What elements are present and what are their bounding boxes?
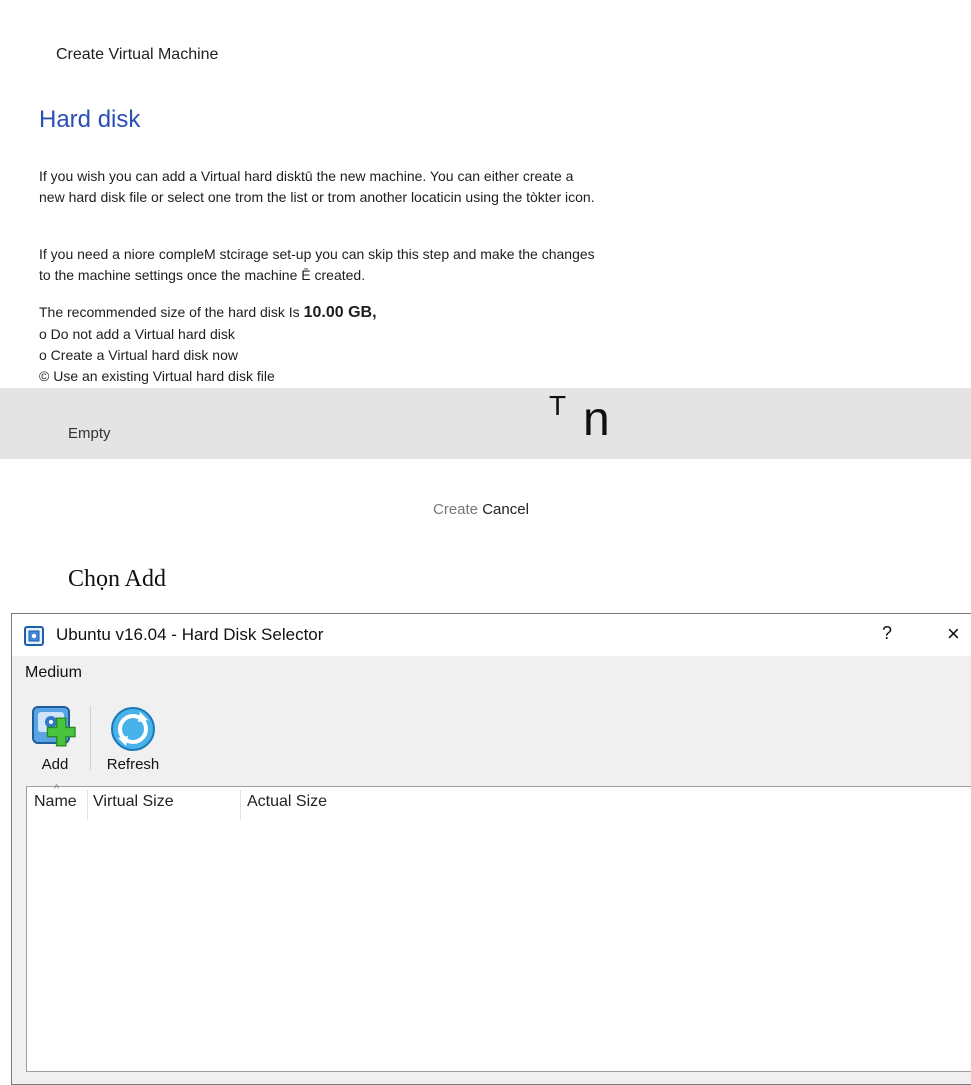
toolbar-separator [90, 706, 91, 770]
option-create-disk[interactable]: o Create a Virtual hard disk now [39, 347, 238, 363]
scan-artifact-letter-n: n [583, 393, 610, 446]
disk-list[interactable] [26, 786, 971, 1072]
option-no-disk[interactable]: o Do not add a Virtual hard disk [39, 326, 235, 342]
help-button[interactable]: ? [882, 623, 893, 643]
disk-selector-field[interactable] [0, 388, 971, 459]
recommended-size-value: 10.00 GB, [303, 304, 377, 321]
refresh-button[interactable] [98, 704, 168, 773]
recommended-size-prefix: The recommended size of the hard disk Is [39, 304, 304, 320]
column-header-actual-size[interactable]: Actual Size [247, 793, 328, 810]
virtualbox-app-icon [24, 626, 44, 646]
menu-bar [12, 656, 971, 686]
hard-disk-selector-dialog [11, 613, 971, 1085]
wizard-buttons [433, 501, 529, 518]
wizard-title: Create Virtual Machine [56, 46, 219, 63]
section-heading: Hard disk [39, 106, 141, 133]
description-paragraph-1: If you wish you can add a Virtual hard disktū the new machine. You can either create a new hard disk file or select one trom the list or trom another locaticin using the tòkter icon. [39, 168, 595, 205]
sort-ascending-icon: ^ [54, 783, 60, 795]
create-button[interactable]: Create [433, 501, 479, 518]
description-paragraph-2: If you need a niore compleM stcirage set-up you can skip this step and make the changes to the machine settings once the machine Ē created. [39, 246, 595, 283]
dialog-title: Ubuntu v16.04 - Hard Disk Selector [56, 625, 324, 644]
column-header-virtual-size[interactable]: Virtual Size [93, 793, 174, 810]
column-divider[interactable] [240, 790, 241, 820]
menu-medium[interactable]: Medium [25, 664, 82, 681]
cancel-button[interactable]: Cancel [482, 501, 529, 518]
refresh-icon [108, 704, 158, 754]
option-existing-disk[interactable]: © Use an existing Virtual hard disk file [39, 368, 275, 384]
instruction-caption: Chọn Add [68, 566, 167, 592]
column-divider[interactable] [87, 790, 88, 820]
disk-selector-value: Empty [68, 425, 111, 442]
add-button[interactable] [26, 704, 84, 773]
scan-artifact-letter-t: T [549, 390, 567, 421]
recommended-size-text [39, 304, 377, 322]
column-header-name[interactable]: Name [34, 793, 77, 810]
close-button[interactable]: × [947, 621, 960, 646]
add-disk-icon [29, 704, 81, 754]
refresh-button-label: Refresh [106, 756, 160, 773]
add-button-label: Add [41, 756, 69, 773]
